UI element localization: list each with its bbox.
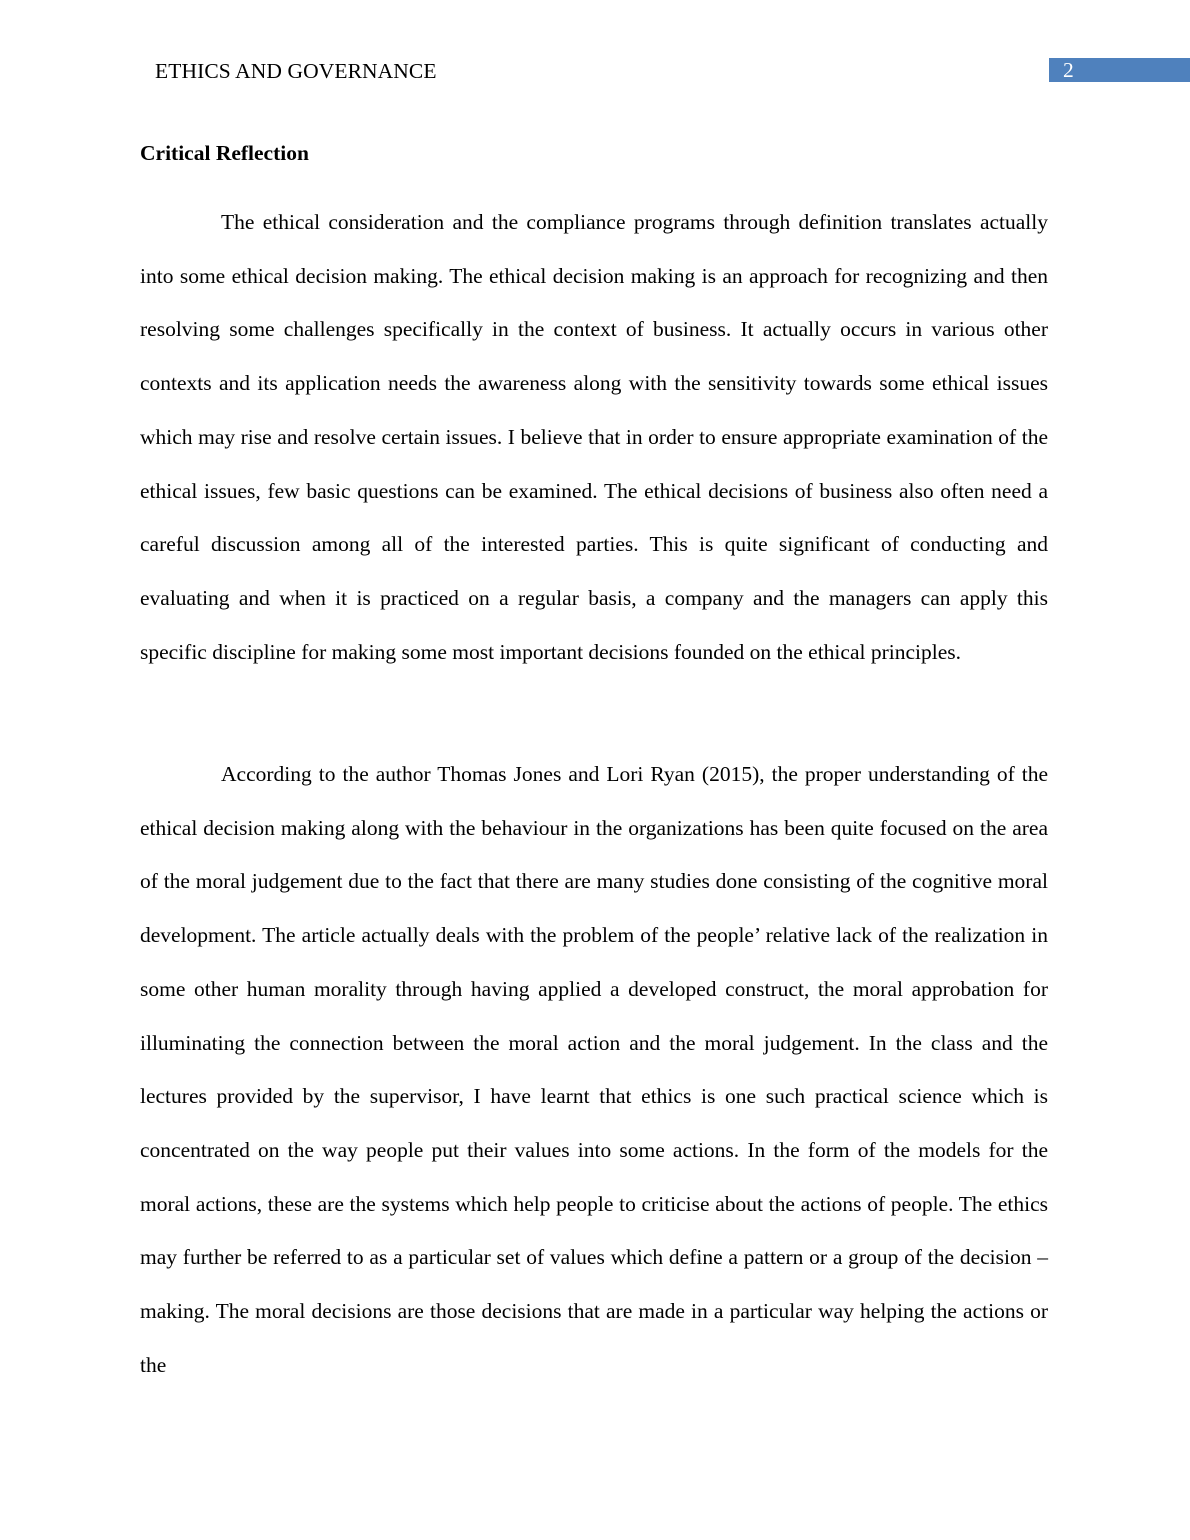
body-paragraph: The ethical consideration and the compliance programs through definition translates actually into some ethical decision making. The ethical decision making is an approach for recognizing and then resolving some challenges specifically in the context of business. It actually occurs in various other contexts and its application needs the awareness along with the sensitivity towards some ethical issues which may rise and resolve certain issues. I believe that in order to ensure appropriate examination of the ethical issues, few basic questions can be examined. The ethical decisions of business also often need a careful discussion among all of the interested parties. This is quite significant of conducting and evaluating and when it is practiced on a regular basis, a company and the managers can apply this specific discipline for making some most important decisions founded on the ethical principles. — [140, 210, 1048, 664]
section-heading: Critical Reflection — [140, 141, 309, 165]
running-head: ETHICS AND GOVERNANCE — [155, 59, 437, 83]
page-number: 2 — [1063, 58, 1074, 82]
body-paragraph: According to the author Thomas Jones and Lori Ryan (2015), the proper understanding of the ethical decision making along with the behaviour in the organizations has been quite focused on the area of the moral judgement due to the fact that there are many studies done consisting of the cognitive moral development. The article actually deals with the problem of the people’ relative lack of the realization in some other human morality through having applied a developed construct, the moral approbation for illuminating the connection between the moral action and the moral judgement. In the class and the lectures provided by the supervisor, I have learnt that ethics is one such practical science which is concentrated on the way people put their values into some actions. In the form of the models for the moral actions, these are the systems which help people to criticise about the actions of people. The ethics may further be referred to as a particular set of values which define a pattern or a group of the decision –making. The moral decisions are those decisions that are made in a particular way helping the actions or the — [140, 762, 1048, 1377]
page-number-box — [1049, 58, 1190, 82]
